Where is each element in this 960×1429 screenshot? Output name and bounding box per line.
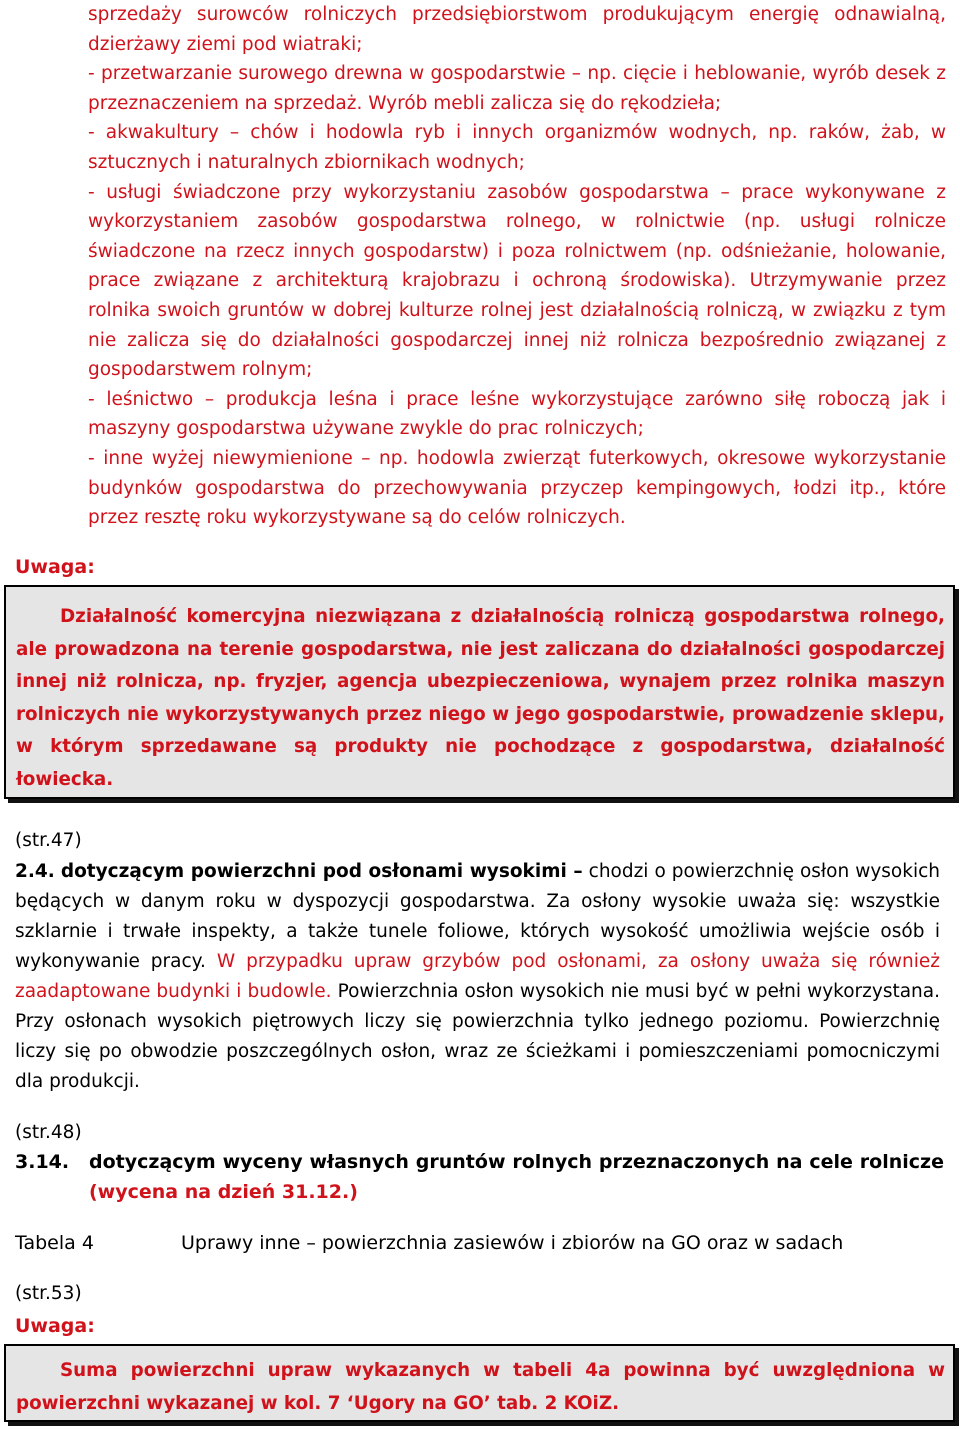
- list-item: - leśnictwo – produkcja leśna i prace leśne wykorzystujące zarówno siłę roboczą jak i maszyny gospodarstwa używane zwykle do prac rolniczych;: [88, 388, 946, 440]
- section-heading-highlight: (wycena na dzień 31.12.): [89, 1181, 358, 1203]
- section-2-4: [15, 857, 940, 1097]
- note-text: Działalność komercyjna niezwiązana z działalnością rolniczą gospodarstwa rolnego, ale prowadzona na terenie gospodarstwa, nie jest zaliczana do działalności gospodarczej innej niż rolnicza, np. fryzjer, agencja ubezpieczeniowa, wynajem przez rolnika maszyn rolniczych nie wykorzystywanych przez niego w jego gospodarstwie, prowadzenie sklepu, w którym sprzedawane są produkty nie pochodzące z gospodarstwa, działalność łowiecka.: [16, 606, 945, 790]
- top-paragraph: [88, 0, 946, 533]
- section-text: Powierzchnia osłon wysokich nie musi być w pełni wykorzystana. Przy osłonach wysokich piętrowych liczy się powierzchnia tylko jednego poziomu. Powierzchnię liczy się po obwodzie poszczególnych osłon, wraz ze ścieżkami i pomieszczeniami pomocniczymi dla produkcji.: [15, 981, 940, 1092]
- section-heading: dotyczącym powierzchni pod osłonami wysokimi –: [60, 861, 583, 882]
- section-number: 2.4.: [15, 861, 55, 882]
- table-label: Tabela 4: [15, 1232, 94, 1254]
- list-item: - przetwarzanie surowego drewna w gospodarstwie – np. cięcie i heblowanie, wyrób desek z przeznaczeniem na sprzedaż. Wyrób mebli zalicza się do rękodzieła;: [88, 63, 946, 114]
- note-text: Suma powierzchni upraw wykazanych w tabeli 4a powinna być uwzględniona w powierzchni wykazanej w kol. 7 ‘Ugory na GO’ tab. 2 KOiZ.: [16, 1360, 945, 1414]
- page-ref: (str.48): [15, 1122, 82, 1143]
- section-text-highlight: W przypadku upraw grzybów pod osłonami, za osłony uważa się również zaadaptowane budynki i budowle.: [15, 951, 940, 1002]
- section-number: 3.14.: [15, 1151, 70, 1173]
- note-box: [4, 585, 955, 799]
- section-heading: dotyczącym wyceny własnych gruntów rolnych przeznaczonych na cele rolnicze (wycena na dzień 31.12.): [89, 1151, 944, 1203]
- page-ref: (str.47): [15, 830, 82, 851]
- section-text: chodzi o powierzchnię osłon wysokich będących w danym roku w dyspozycji gospodarstwa. Za osłony wysokie uważa się: wszystkie szklarnie i trwałe inspekty, a także tunele foliowe, których wysokość umożliwia wejście osób i wykonywanie pracy.: [15, 861, 940, 972]
- note-label: Uwaga:: [15, 556, 95, 578]
- note-box: [4, 1344, 955, 1422]
- list-item: - usługi świadczone przy wykorzystaniu zasobów gospodarstwa – prace wykonywane z wykorzystaniem zasobów gospodarstwa rolnego, w rolnictwie (np. usługi rolnicze świadczone na rzecz innych gospodarstw) i poza rolnictwem (np. odśnieżanie, holowanie, prace związane z architekturą krajobrazu i ochroną środowiska). Utrzymywanie przez rolnika swoich gruntów w dobrej kulturze rolnej jest działalnością rolniczą, w związku z tym nie zalicza się do działalności gospodarczej innej niż rolnicza bezpośrednio związanej z gospodarstwem rolnym;: [88, 181, 946, 381]
- list-item: sprzedaży surowców rolniczych przedsiębiorstwom produkującym energię odnawialną, dzierżawy ziemi pod wiatraki;: [88, 4, 946, 55]
- list-item: - inne wyżej niewymienione – np. hodowla zwierząt futerkowych, okresowe wykorzystanie budynków gospodarstwa do przechowywania przyczep kempingowych, łodzi itp., które przez resztę roku wykorzystywane są do celów rolniczych.: [88, 447, 946, 529]
- page-ref: (str.53): [15, 1283, 82, 1304]
- note-label: Uwaga:: [15, 1315, 95, 1337]
- list-item: - akwakultury – chów i hodowla ryb i innych organizmów wodnych, np. raków, żab, w sztucznych i naturalnych zbiornikach wodnych;: [88, 122, 946, 173]
- table-title: Uprawy inne – powierzchnia zasiewów i zbiorów na GO oraz w sadach: [181, 1232, 844, 1254]
